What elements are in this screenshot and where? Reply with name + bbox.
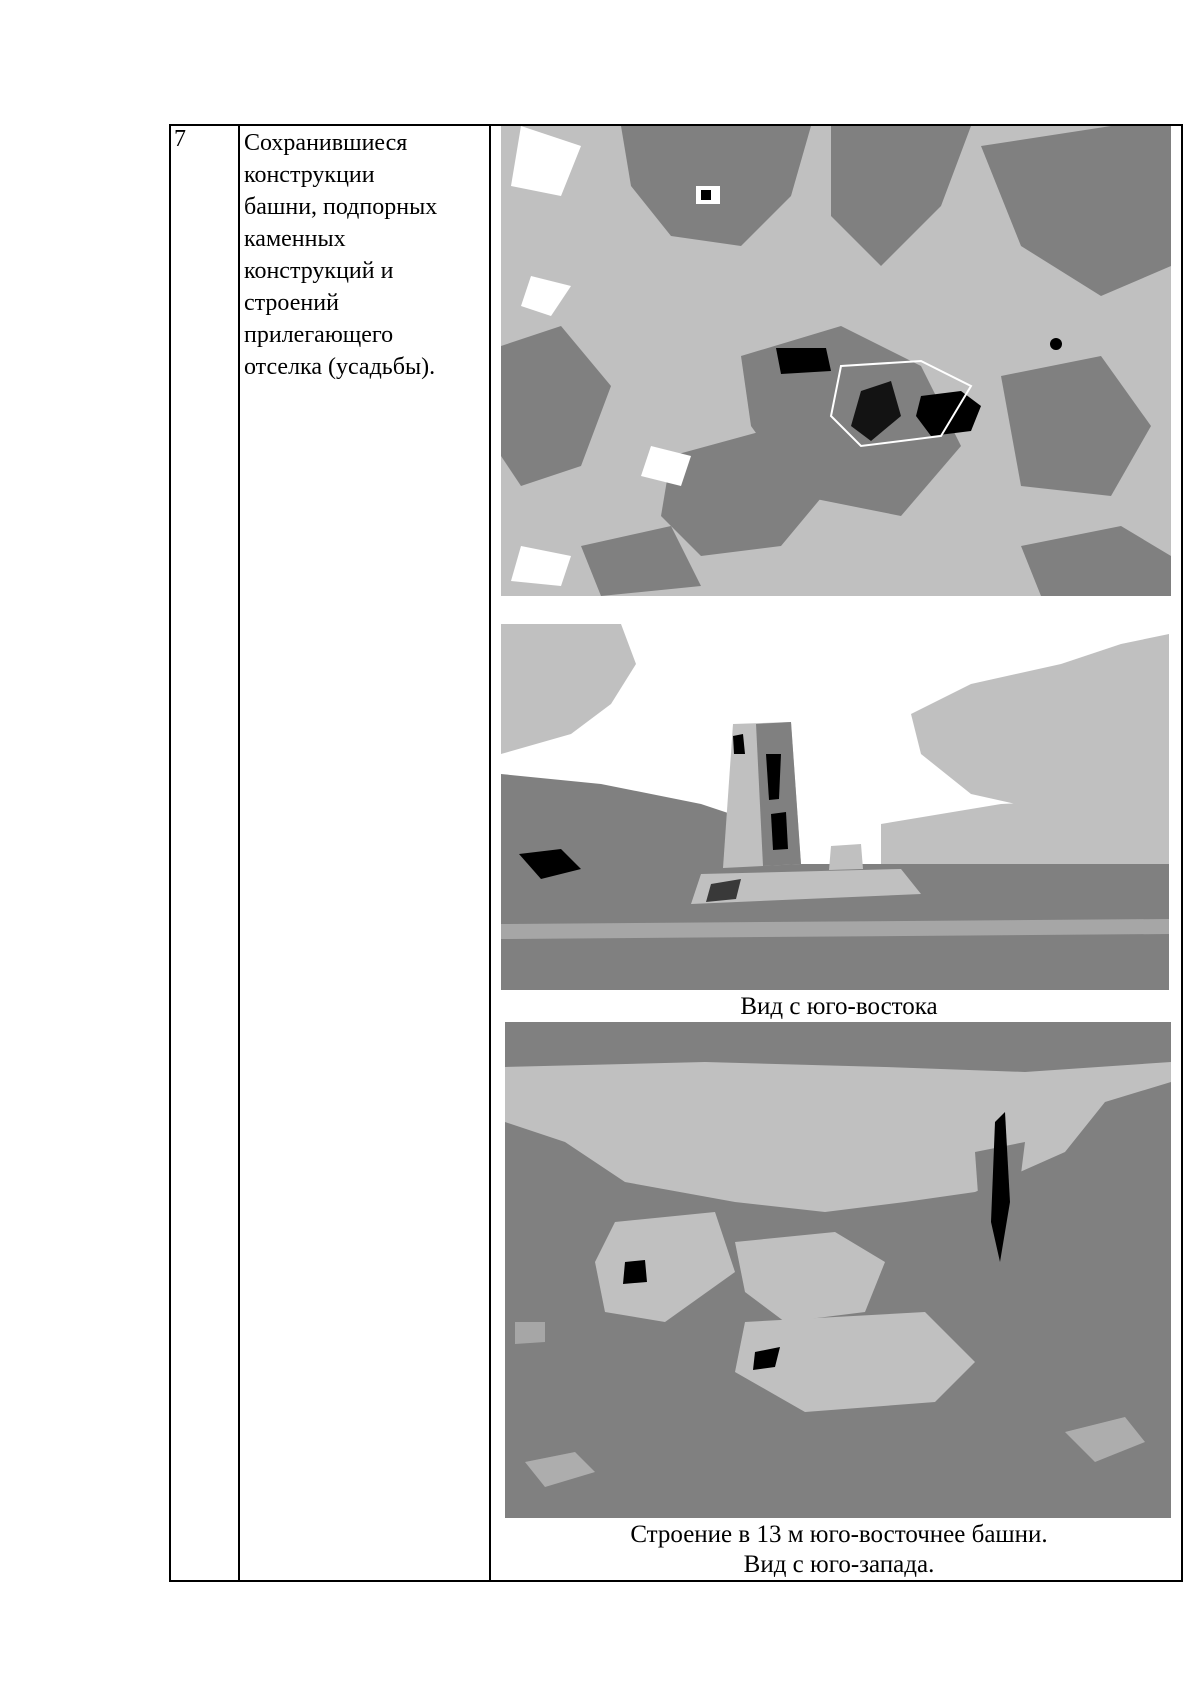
column-divider-1 (238, 124, 240, 1582)
photo-2-caption: Вид с юго-востока (740, 993, 938, 1020)
table-right-border (1181, 124, 1183, 1582)
column-divider-2 (489, 124, 491, 1582)
tower-photo (501, 624, 1169, 990)
table-bottom-border (169, 1580, 1183, 1582)
row-description: Сохранившиеся конструкции башни, подпорных каменных конструкций и строений прилегающего отселка (усадьбы). (244, 130, 438, 380)
photo-3-caption-line1: Строение в 13 м юго-восточнее башни. (630, 1521, 1048, 1548)
table-left-border (169, 124, 171, 1582)
photo-3-caption-line2: Вид с юго-запада. (743, 1551, 935, 1578)
row-number: 7 (174, 126, 186, 152)
structure-photo (505, 1022, 1171, 1518)
aerial-photo (501, 126, 1171, 596)
